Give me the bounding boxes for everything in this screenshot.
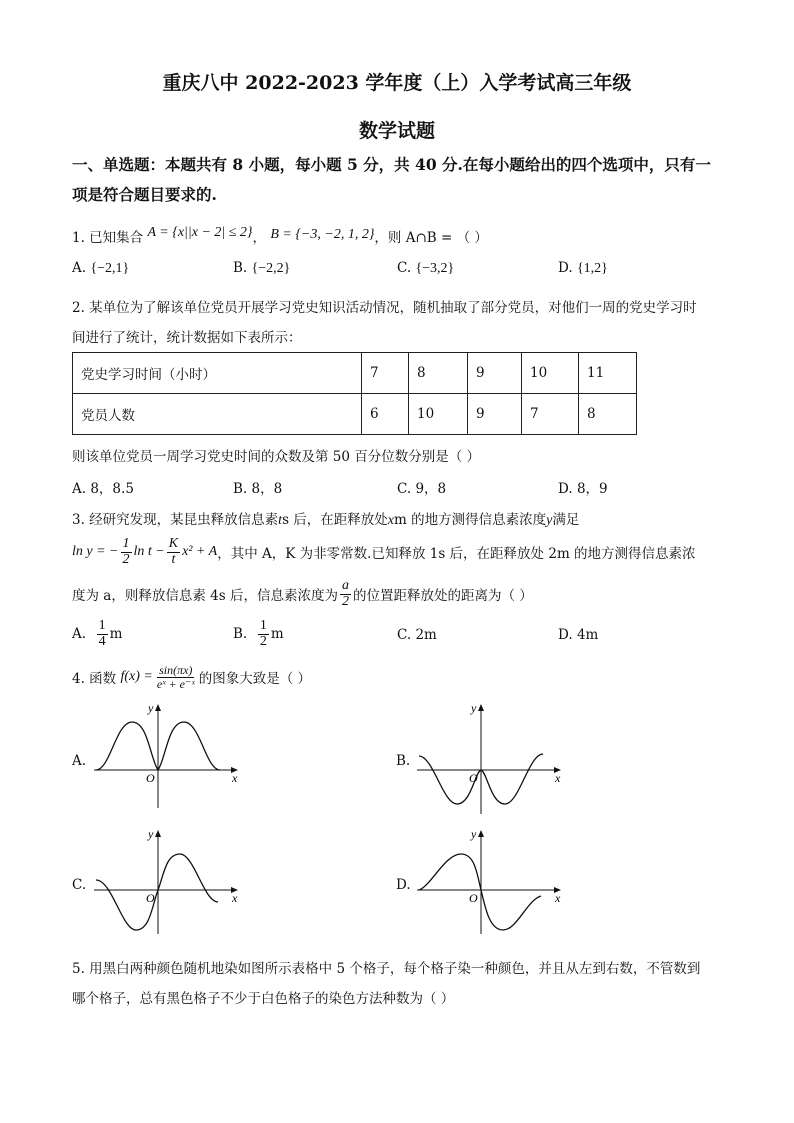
option-value: 8，9 (576, 481, 608, 497)
q3-formula-part: ln y = − (72, 544, 119, 559)
q3-var: y (546, 513, 553, 528)
table-row (73, 394, 637, 435)
q1-comma: ， (252, 230, 267, 246)
q3-fraction-a-half (340, 579, 351, 609)
table-cell: 10 (409, 394, 468, 435)
q1-set-b: B = {−3, −2, 1, 2} (270, 227, 375, 242)
q1-set-a: A = {x||x − 2| ≤ 2} (147, 225, 253, 240)
q1-ask: ，则 A∩B = （ ） (374, 230, 488, 246)
q3-fraction-k-over-t (167, 537, 180, 567)
table-cell: 8 (579, 394, 637, 435)
origin-label: O (146, 771, 155, 785)
option-label: B. (233, 626, 248, 642)
q3-text: 度为 a，则释放信息素 4s 后，信息素浓度为 (72, 588, 338, 604)
q1-option-d[interactable] (558, 260, 608, 277)
y-axis-label: y (471, 701, 477, 715)
q4-option-c-label[interactable]: C. (72, 877, 87, 893)
q2-line1: 2. 某单位为了解该单位党员开展学习党史知识活动情况，随机抽取了部分党员，对他们一周的党史学习时 (72, 300, 697, 316)
q4-graph-a[interactable] (92, 700, 252, 810)
table-row-header: 党史学习时间（小时） (73, 353, 362, 394)
q4-graph-b[interactable] (415, 700, 575, 816)
q5-line2: 哪个格子，总有黑色格子不少于白色格子的染色方法种数为（ ） (72, 991, 455, 1007)
q3-text: ，其中 A，K 为非零常数.已知释放 1s 后，在距释放处 2m 的地方测得信息素浓 (217, 546, 696, 562)
origin-label: O (469, 771, 478, 785)
section-heading-line2: 项是符合题目要求的. (72, 185, 217, 204)
frac-den: 2 (341, 593, 349, 609)
q4-option-d-label[interactable]: D. (396, 877, 411, 893)
frac-den: eˣ + e⁻ˣ (156, 676, 195, 691)
option-unit: m (270, 626, 284, 642)
q4-text: 的图象大致是（ ） (198, 671, 311, 687)
option-value: {−2,1} (90, 261, 130, 276)
frac-den: 4 (98, 633, 106, 649)
q3-line2 (72, 532, 696, 572)
option-label: D. (558, 260, 573, 276)
q3-var: t (278, 513, 283, 528)
frac-den: t (171, 551, 176, 567)
option-value: 4m (576, 627, 599, 643)
q3-line3 (72, 576, 533, 612)
q4-fx: f(x) = (120, 669, 153, 684)
table-row (73, 353, 637, 394)
table-cell: 10 (522, 353, 579, 394)
option-value: 8，8.5 (90, 481, 134, 497)
table-cell: 9 (468, 394, 522, 435)
table-cell: 7 (362, 353, 409, 394)
y-axis-arrow-icon (478, 704, 484, 711)
q3-text: 3. 经研究发现，某昆虫释放信息素 (72, 512, 279, 528)
origin-label: O (469, 891, 478, 905)
q1-option-a[interactable] (72, 260, 129, 277)
q3-fraction-half (121, 537, 132, 567)
q1-prefix: 1. 已知集合 (72, 230, 144, 246)
q3-text: m 的地方测得信息素浓度 (394, 512, 547, 528)
option-label: D. (558, 627, 573, 643)
option-label: A. (72, 260, 87, 276)
q4-text: 4. 函数 (72, 671, 117, 687)
option-label: B. (233, 260, 248, 276)
table-cell: 6 (362, 394, 409, 435)
x-axis-label: x (555, 891, 561, 905)
y-axis-label: y (471, 827, 477, 841)
option-value: {−3,2} (415, 261, 455, 276)
q3-formula-part: x² + A (182, 544, 218, 559)
q2-data-table (72, 352, 637, 435)
function-curve (419, 854, 541, 930)
q3-text: s 后，在距释放处 (282, 512, 388, 528)
frac-num: 1 (98, 617, 106, 633)
frac-num: 1 (259, 617, 267, 633)
q5-line1: 5. 用黑白两种颜色随机地染如图所示表格中 5 个格子，每个格子染一种颜色，并且从左到右数，不管数到 (72, 961, 701, 977)
option-unit: m (109, 626, 123, 642)
table-cell: 11 (579, 353, 637, 394)
q3-formula-part: ln t − (133, 544, 165, 559)
option-value: 9，8 (415, 481, 447, 497)
q3-option-a[interactable] (72, 616, 122, 652)
option-label: C. (397, 481, 412, 497)
option-fraction (258, 619, 269, 649)
y-axis-arrow-icon (478, 830, 484, 837)
q2-after-table: 则该单位党员一周学习党史时间的众数及第 50 百分位数分别是（ ） (72, 449, 481, 465)
q3-option-c[interactable] (397, 627, 437, 643)
option-value: {−2,2} (251, 261, 291, 276)
y-axis-arrow-icon (155, 830, 161, 837)
q3-option-b[interactable] (233, 616, 284, 652)
q2-line2: 间进行了统计，统计数据如下表所示： (72, 330, 302, 346)
frac-num: K (168, 535, 179, 551)
frac-num: a (341, 577, 349, 593)
x-axis-label: x (232, 891, 238, 905)
table-cell: 7 (522, 394, 579, 435)
frac-num: sin(πx) (159, 662, 193, 677)
option-label: C. (397, 260, 412, 276)
q4-option-a-label[interactable]: A. (72, 753, 87, 769)
q2-option-b[interactable] (233, 477, 282, 497)
q3-text: 满足 (552, 512, 580, 528)
q4-option-b-label[interactable]: B. (396, 753, 411, 769)
q4-fraction (155, 664, 197, 690)
q3-line1 (72, 508, 579, 529)
question-1 (72, 226, 488, 247)
option-value: {1,2} (576, 261, 608, 276)
option-label: D. (558, 481, 573, 497)
frac-num: 1 (122, 535, 130, 551)
option-label: A. (72, 626, 87, 642)
frac-den: 2 (122, 551, 130, 567)
page-subtitle: 数学试题 (358, 120, 435, 142)
frac-den: 2 (259, 633, 267, 649)
q2-option-c[interactable] (397, 477, 446, 497)
q2-option-a[interactable] (72, 477, 134, 497)
q3-text: 的位置距释放处的距离为（ ） (352, 588, 533, 604)
q1-option-c[interactable] (397, 260, 454, 277)
y-axis-label: y (148, 827, 154, 841)
section-heading-line1: 一、单选题：本题共有 8 小题，每小题 5 分，共 40 分.在每小题给出的四个选项中，只有一 (72, 155, 711, 174)
option-label: B. (233, 481, 248, 497)
table-row-header: 党员人数 (73, 394, 362, 435)
y-axis-arrow-icon (155, 704, 161, 711)
q3-option-d[interactable] (558, 627, 598, 643)
option-label: C. (397, 627, 412, 643)
option-value: 2m (415, 627, 437, 643)
table-cell: 9 (468, 353, 522, 394)
function-curve (96, 854, 218, 930)
origin-label: O (146, 891, 155, 905)
option-value: 8，8 (251, 481, 283, 497)
option-label: A. (72, 481, 87, 497)
question-4 (72, 658, 311, 696)
q3-var: x (387, 513, 395, 528)
q1-option-b[interactable] (233, 260, 290, 277)
q4-graph-d[interactable] (415, 826, 575, 936)
q4-graph-c[interactable] (92, 826, 252, 936)
y-axis-label: y (148, 701, 154, 715)
table-cell: 8 (409, 353, 468, 394)
page-title: 重庆八中 2022-2023 学年度（上）入学考试高三年级 (162, 72, 632, 94)
x-axis-label: x (555, 771, 561, 785)
q2-option-d[interactable] (558, 477, 608, 497)
option-fraction (97, 619, 108, 649)
x-axis-label: x (232, 771, 238, 785)
